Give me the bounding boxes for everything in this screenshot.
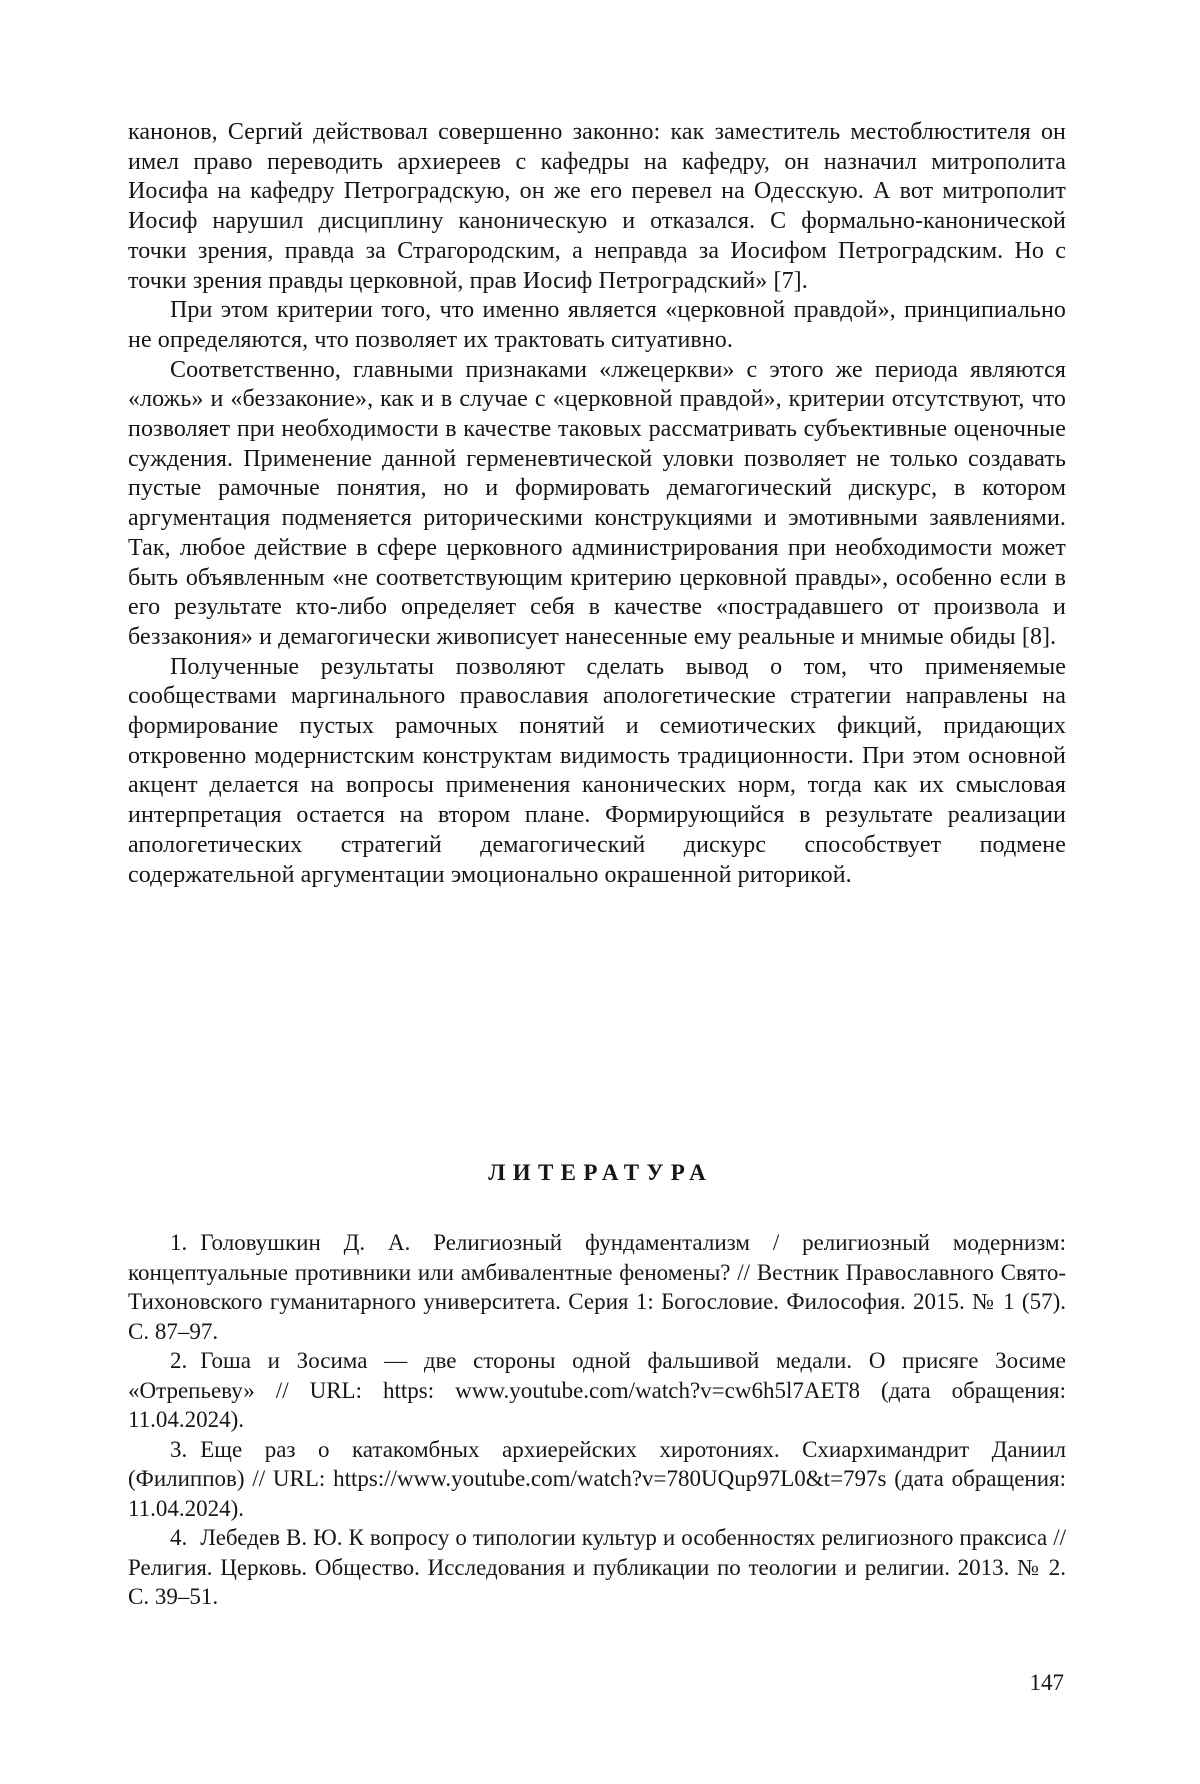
reference-number: 2. [170,1348,188,1373]
literature-section [128,1160,1066,1186]
body-text-block [128,118,1066,890]
body-paragraph: Полученные результаты позволяют сделать вывод о том, что применяемые сообществами маргинального православия апологетические стратегии направлены на формирование пустых рамочных понятий и семиотических фикций, придающих откровенно модернистским конструктам видимость традиционности. При этом основной акцент делается на вопросы применения канонических норм, тогда как их смысловая интерпретация остается на втором плане. Формирующийся в результате реализации апологетических стратегий демагогический дискурс способствует подмене содержательной аргументации эмоционально окрашенной риторикой. [128,653,1066,888]
reference-number: 3. [170,1436,188,1462]
body-paragraph: При этом критерии того, что именно является «церковной правдой», принципиально не определяются, что позволяет их трактовать ситуативно. [128,297,1066,353]
reference-number: 1. [170,1230,188,1255]
reference-item [128,1228,1066,1346]
body-paragraph: Соответственно, главными признаками «лжецеркви» с этого же периода являются «ложь» и «беззаконие», как и в случае с «церковной правдой», критерии отсутствуют, что позволяет при необходимости в качестве таковых рассматривать субъективные оценочные суждения. Применение данной герменевтической уловки позволяет не только создавать пустые рамочные понятия, но и формировать демагогический дискурс, в котором аргументация подменяется риторическими конструкциями и эмотивными заявлениями. Так, любое действие в сфере церковного администрирования при необходимости может быть объявленным «не соответствующим критерию церковной правды», особенно если в его результате кто-либо определяет себя в качестве «пострадавшего от произвола и беззакония» и демагогически живописует нанесенные ему реальные и мнимые обиды [8]. [128,356,1066,650]
reference-item [128,1435,1066,1524]
literature-heading: ЛИТЕРАТУРА [488,1160,714,1185]
reference-text: Гоша и Зосима — две стороны одной фальшивой медали. О присяге Зосиме «Отрепьеву» // URL: https: www.youtube.com/watch?v=cw6h5l7AET8 (дата обращения: 11.04.2024). [128,1348,1066,1432]
references-list [128,1228,1066,1612]
reference-item [128,1346,1066,1435]
body-paragraph: канонов, Сергий действовал совершенно законно: как заместитель местоблюстителя он имел право переводить архиереев с кафедры на кафедру, он назначил митрополита Иосифа на кафедру Петроградскую, он же его перевел на Одесскую. А вот митрополит Иосиф нарушил дисциплину каноническую и отказался. С формально-канонической точки зрения, правда за Страгородским, а неправда за Иосифом Петроградским. Но с точки зрения правды церковной, прав Иосиф Петроградский» [7]. [128,119,1066,294]
reference-item [128,1523,1066,1612]
reference-text: Головушкин Д. А. Религиозный фундаментализм / религиозный модернизм: концептуальные противники или амбивалентные феномены? // Вестник Православного Свято-Тихоновского гуманитарного университета. Серия 1: Богословие. Философия. 2015. № 1 (57). С. 87–97. [128,1230,1066,1344]
page-number: 147 [1029,1670,1064,1695]
reference-text: Лебедев В. Ю. К вопросу о типологии культур и особенностях религиозного праксиса // Религия. Церковь. Общество. Исследования и публикации по теологии и религии. 2013. № 2. С. 39–51. [128,1525,1066,1609]
reference-number: 4. [170,1525,188,1550]
reference-text: Еще раз о катакомбных архиерейских хиротониях. Схиархимандрит Даниил (Филиппов) // URL: https://www.youtube.com/watch?v=780UQup97L0&t=797s (дата обращения: 11.04.2024). [128,1436,1066,1521]
